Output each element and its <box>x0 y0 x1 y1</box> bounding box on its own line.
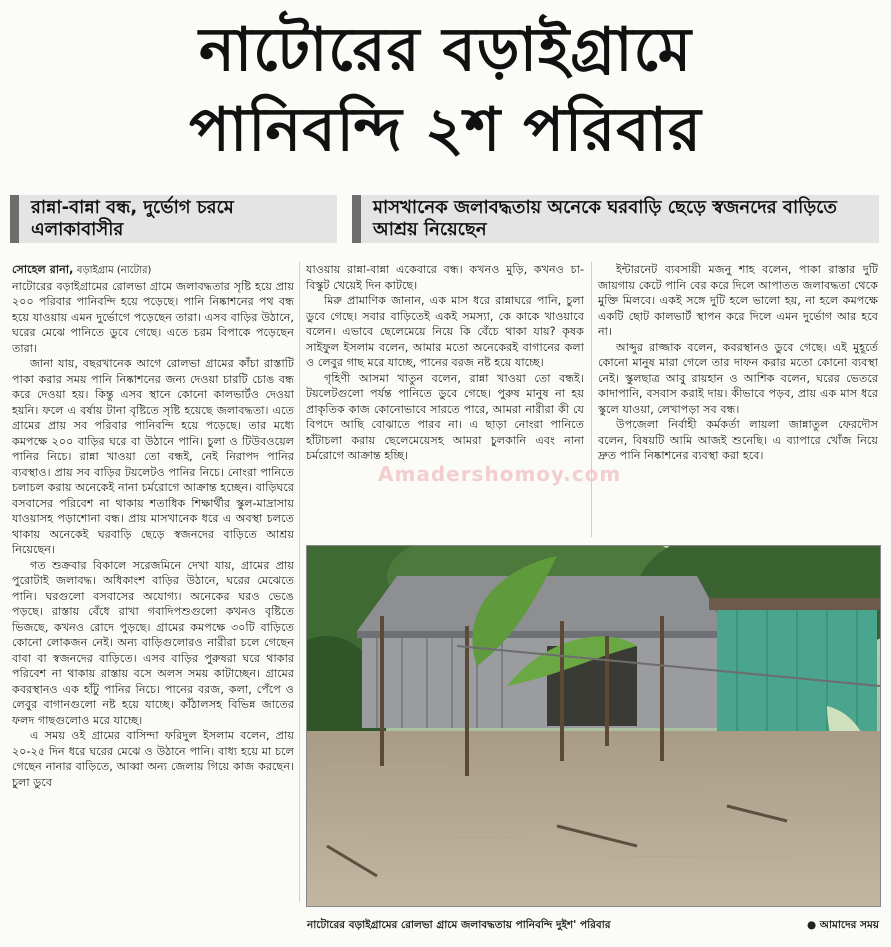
byline <box>12 262 294 279</box>
deck-right-text: মাসখানেক জলাবদ্ধতায় অনেকে ঘরবাড়ি ছেড়ে স্বজনদের বাড়িতে আশ্রয় নিয়েছেন <box>373 197 837 240</box>
paragraph: আব্দুর রাজ্জাক বলেন, কবরস্থানও ডুবে গেছে। এই মুহূর্তে কোনো মানুষ মারা গেলে তার দাফন করার মতো কোনো ব্যবস্থা নেই। স্কুলছাত্র আবু রায়হান ও আশিক বলেন, ঘরের ভেতরে কাদাপানি, বসবাস করাই দায়। কীভাবে পড়ব, প্রায় এক মাস ধরে স্কুলে যাওয়া, লেখাপড়া সব বন্ধ। <box>598 340 878 416</box>
column-divider <box>299 262 300 902</box>
paragraph: মিরু প্রামাণিক জানান, এক মাস ধরে রান্নাঘরে পানি, চুলা ডুবে গেছে। সবার বাড়িতেই একই সমস্যা, কে কাকে খাওয়াবে বলেন। এভাবে ছেলেমেয়ে নিয়ে কি বেঁচে থাকা যায়? কৃষক সাইফুল ইসলাম বলেন, আমার মতো অনেকেরই বাগানের কলা ও লেবুর গাছ মরে যাচ্ছে, পানের বরজ নষ্ট হয়ে যাচ্ছে। <box>306 294 584 369</box>
deck-left <box>10 195 337 243</box>
flood-photo-illustration <box>307 546 880 906</box>
column-divider <box>591 262 592 537</box>
article-column-1 <box>12 262 294 942</box>
deck-left-text: রান্না-বান্না বন্ধ, দুর্ভোগ চরমে এলাকাবাসীর <box>31 197 234 240</box>
paragraph: নাটোরের বড়াইগ্রামের রোলভা গ্রামে জলাবদ্ধতার সৃষ্টি হয়ে প্রায় ২০০ পরিবার পানিবন্দি হয়ে পড়েছে। পানি নিষ্কাশনের পথ বন্ধ হয়ে যাওয়ায় এমন দুর্ভোগে পড়েছেন তারা। এসব বাড়ির উঠানে, ঘরের মেঝে পানিতে ডুবে গেছে। এতে চরম বিপাকে পড়েছেন তারা। <box>12 279 294 355</box>
byline-place: বড়াইগ্রাম (নাটোর) <box>76 265 152 276</box>
headline-line-1: নাটোরের বড়াইগ্রামে <box>198 15 693 85</box>
paragraph: জানা যায়, বছরখানেক আগে রোলভা গ্রামের কাঁচা রাস্তাটি পাকা করার সময় পানি নিষ্কাশনের জন্য দেওয়া চারটি চোঙ বন্ধ করে দেওয়া হয়। কিন্তু এসব স্থানে কোনো কালভার্টও দেওয়া হয়নি। ফলে এ বর্ষায় টানা বৃষ্টিতে সৃষ্টি হয়েছে জলাবদ্ধতা। এতে গ্রামের প্রায় সব পরিবার পানিবন্দি হয়ে পড়েছে। তার মধ্যে কমপক্ষে ২০০ বাড়ির ঘরে বা উঠানে পানি। চুলা ও টিউবওয়েল পানির নিচে। রান্না খাওয়া তো বন্ধই, নেই নিরাপদ পানির ব্যবস্থাও। প্রায় সব বাড়ির টয়লেটও পানির নিচে। নোংরা পানিতে চলাচল করায় অনেকেই নানা চর্মরোগে আক্রান্ত হচ্ছেন। বাড়িঘরে বসবাসের পরিবেশ না থাকায় শতাধিক শিক্ষার্থীর স্কুল-মাদ্রাসায় যাওয়াসহ পড়াশোনা বন্ধ। প্রায় মাসখানেক ধরে এ অবস্থা চলতে থাকায় অনেকেই ঘরবাড়ি ছেড়ে স্বজনদের বাড়িতে আশ্রয় নিয়েছেন। <box>12 357 294 556</box>
paragraph: এ সময় ওই গ্রামের বাসিন্দা ফরিদুল ইসলাম বলেন, প্রায় ২০-২৫ দিন ধরে ঘরের মেঝে ও উঠানে পানি। বাধ্য হয়ে মা চলে গেছেন নানার বাড়িতে, আব্বা অন্য জেলায় গিয়ে কাজ করছেন। চুলা ডুবে <box>12 729 294 789</box>
photo-caption: নাটোরের বড়াইগ্রামের রোলভা গ্রামে জলাবদ্ধতায় পানিবন্দি দুইশ' পরিবার <box>307 919 611 931</box>
article-column-3 <box>598 262 878 537</box>
flood-photo <box>306 545 881 907</box>
watermark: Amadershomoy.com <box>378 462 622 486</box>
paragraph: যাওয়ায় রান্না-বান্না একেবারে বন্ধ। কখনও মুড়ি, কখনও চা-বিস্কুট খেয়েই দিন কাটছে। <box>306 263 584 292</box>
headline-line-2: পানিবন্দি ২শ পরিবার <box>189 95 702 165</box>
paragraph: গৃহিণী আসমা খাতুন বলেন, রান্না খাওয়া তো বন্ধই। টয়লেটগুলো পর্যন্ত পানিতে ডুবে গেছে। পুরুষ মানুষ না হয় প্রাকৃতিক কাজ কোনোভাবে সারতে পারে, আমরা নারীরা কী যে বিপদে আছি বোঝাতে পারব না। এ ছাড়া নোংরা পানিতে হাঁটাচলা করায় ছেলেমেয়েসহ আমরা চুলকানি এবং নানা চর্মরোগে আক্রান্ত হচ্ছি। <box>306 371 584 462</box>
paragraph: উপজেলা নির্বাহী কর্মকর্তা লায়লা জান্নাতুল ফেরদৌস বলেন, বিষয়টি আমি আজই শুনেছি। এ ব্যাপারে খোঁজ নিয়ে দ্রুত পানি নিষ্কাশনের ব্যবস্থা করা হবে। <box>598 418 878 462</box>
deck-right <box>352 195 879 243</box>
photo-credit: ● আমাদের সময় <box>806 919 879 931</box>
paragraph: ইন্টারনেট ব্যবসায়ী মজনু শাহ বলেন, পাকা রাস্তার দুটি জায়গায় কেটে পানি বের করে দিলে আপাতত জলাবদ্ধতা থেকে মুক্তি মিলবে। একই সঙ্গে দুটি হলে ভালো হয়, না হলে কমপক্ষে একটি ছোট কালভার্ট স্থাপন করে দিলে এমন দুর্ভোগ আর হবে না। <box>598 263 878 338</box>
byline-author: সোহেল রানা, <box>12 263 74 276</box>
paragraph: গত শুক্রবার বিকালে সরেজমিনে দেখা যায়, গ্রামের প্রায় পুরোটাই জলাবদ্ধ। অধিকাংশ বাড়ির উঠানে, ঘরের মেঝেতে পানি। ঘরগুলো বসবাসের অযোগ্য। অনেকের ঘরও ভেঙে পড়ছে। রাস্তায় বেঁধে রাখা গবাদিপশুগুলো কখনও বৃষ্টিতে ভিজছে, কখনও রোদে পুড়ছে। গ্রামের কমপক্ষে ৩০টি বাড়িতে কোনো লোকজন নেই। অন্য বাড়িগুলোরও নারীরা চলে গেছেন বাবা বা স্বজনদের বাড়িতে। এসব বাড়ির পুরুষরা ঘরে থাকার পরিবেশ না থাকায় রাস্তায় বসে অলস সময় কাটাচ্ছেন। গ্রামের কবরস্থানও এক হাঁটু পানির নিচে। পানের বরজ, কলা, পেঁপে ও লেবুর বাগানগুলো নষ্ট হয়ে যাচ্ছে। কাঁঠালসহ বিভিন্ন জাতের ফলদ গাছগুলোও মরে যাচ্ছে। <box>12 558 294 727</box>
article-column-2 <box>306 262 584 537</box>
